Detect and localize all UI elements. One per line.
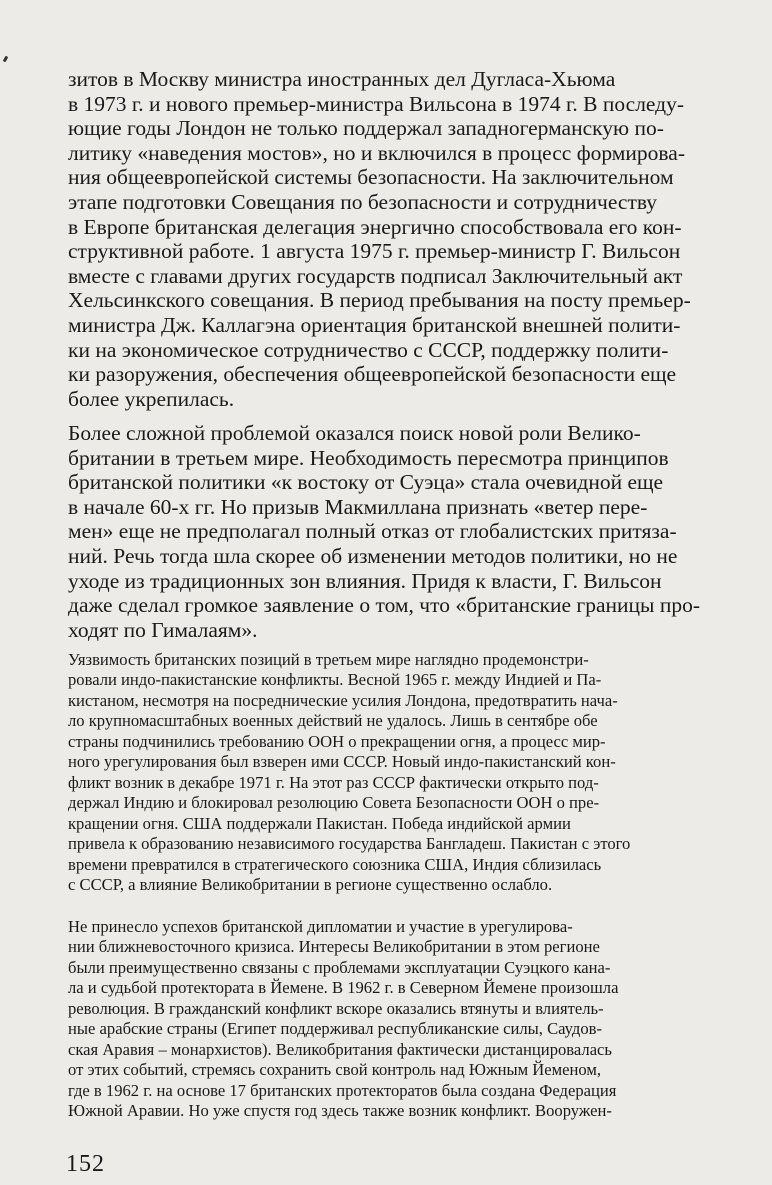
text-line: более укрепилась.: [68, 386, 235, 411]
text-line: в Европе британская делегация энергично способствовала его кон-: [68, 214, 682, 239]
text-line: ходят по Гималаям».: [68, 617, 258, 642]
text-line: от этих событий, стремясь сохранить свой контроль над Южным Йеменом,: [68, 1060, 601, 1080]
text-line: ки на экономическое сотрудничество с СССР, поддержку полити-: [68, 337, 669, 362]
text-line: Хельсинкского совещания. В период пребывания на посту премьер-: [68, 288, 691, 313]
text-line: кистаном, несмотря на посреднические усилия Лондона, предотвратить нача-: [68, 690, 618, 710]
text-line: нии ближневосточного кризиса. Интересы Великобритании в этом регионе: [68, 937, 600, 957]
text-line: уходе из традиционных зон влияния. Придя к власти, Г. Вильсон: [68, 568, 662, 593]
scan-speck: [3, 56, 9, 63]
text-line: ло крупномасштабных военных действий не удалось. Лишь в сентябре обе: [68, 711, 598, 731]
text-line: страны подчинились требованию ООН о прекращении огня, а процесс мир-: [68, 731, 606, 751]
text-line: ла и судьбой протектората в Йемене. В 1962 г. в Северном Йемене произошла: [68, 978, 619, 998]
text-line: Более сложной проблемой оказался поиск новой роли Велико-: [68, 421, 641, 445]
text-line: были преимущественно связаны с проблемами эксплуатации Суэцкого кана-: [68, 957, 611, 977]
text-line: ская Аравия – монархистов). Великобритания фактически дистанцировалась: [68, 1039, 612, 1059]
text-line: с СССР, а влияние Великобритании в регионе существенно ослабло.: [68, 874, 553, 894]
paragraph-3: [68, 650, 772, 895]
text-line: в 1973 г. и нового премьер-министра Вильсона в 1974 г. В последу-: [68, 91, 685, 116]
paragraph-1: [68, 67, 772, 411]
text-line: ки разоружения, обеспечения общеевропейской безопасности еще: [68, 362, 677, 387]
text-line: зитов в Москву министра иностранных дел Дугласа-Хьюма: [68, 67, 616, 91]
text-line: Не принесло успехов британской дипломатии и участие в урегулирова-: [68, 917, 573, 936]
text-line: ровали индо-пакистанские конфликты. Весной 1965 г. между Индией и Па-: [68, 670, 602, 690]
text-line: где в 1962 г. на основе 17 британских протекторатов была создана Федерация: [68, 1080, 617, 1100]
text-line: ющие годы Лондон не только поддержал западногерманскую по-: [68, 116, 664, 141]
text-line: этапе подготовки Совещания по безопасности и сотрудничеству: [68, 189, 658, 214]
paragraph-4: [68, 917, 772, 1122]
text-line: литику «наведения мостов», но и включился в процесс формирова-: [68, 140, 685, 165]
text-line: мен» еще не предполагал полный отказ от глобалистских притяза-: [68, 519, 677, 544]
text-line: фликт возник в декабре 1971 г. На этот раз СССР фактически открыто под-: [68, 772, 599, 792]
text-line: революция. В гражданский конфликт вскоре оказались втянуты и влиятель-: [68, 998, 604, 1018]
text-line: британской политики «к востоку от Суэца» стала очевидной еще: [68, 470, 664, 495]
paragraph-2: [68, 421, 772, 642]
text-line: ные арабские страны (Египет поддерживал республиканские силы, Саудов-: [68, 1019, 603, 1039]
text-line: структивной работе. 1 августа 1975 г. премьер-министр Г. Вильсон: [68, 239, 681, 264]
text-line: ния общеевропейской системы безопасности. На заключительном: [68, 165, 674, 190]
text-line: привела к образованию независимого государства Бангладеш. Пакистан с этого: [68, 834, 631, 854]
text-line: Уязвимость британских позиций в третьем мире наглядно продемонстри-: [68, 650, 589, 669]
text-line: держал Индию и блокировал резолюцию Совета Безопасности ООН о пре-: [68, 793, 600, 813]
text-line: министра Дж. Каллагэна ориентация британской внешней полити-: [68, 312, 681, 337]
page-number: 152: [66, 1151, 105, 1177]
text-line: ного урегулирования был взверен ими СССР. Новый индо-пакистанский кон-: [68, 752, 616, 772]
text-line: времени превратился в стратегического союзника США, Индия сблизилась: [68, 854, 602, 874]
text-line: британии в третьем мире. Необходимость пересмотра принципов: [68, 445, 669, 470]
text-line: ний. Речь тогда шла скорее об изменении методов политики, но не: [68, 543, 678, 568]
text-line: даже сделал громкое заявление о том, что «британские границы про-: [68, 593, 701, 618]
text-line: Южной Аравии. Но уже спустя год здесь также возник конфликт. Вооружен-: [68, 1101, 612, 1121]
text-line: вместе с главами других государств подписал Заключительный акт: [68, 263, 683, 288]
text-line: в начале 60-х гг. Но призыв Макмиллана признать «ветер пере-: [68, 494, 648, 519]
text-line: кращении огня. США поддержали Пакистан. Победа индийской армии: [68, 813, 571, 833]
